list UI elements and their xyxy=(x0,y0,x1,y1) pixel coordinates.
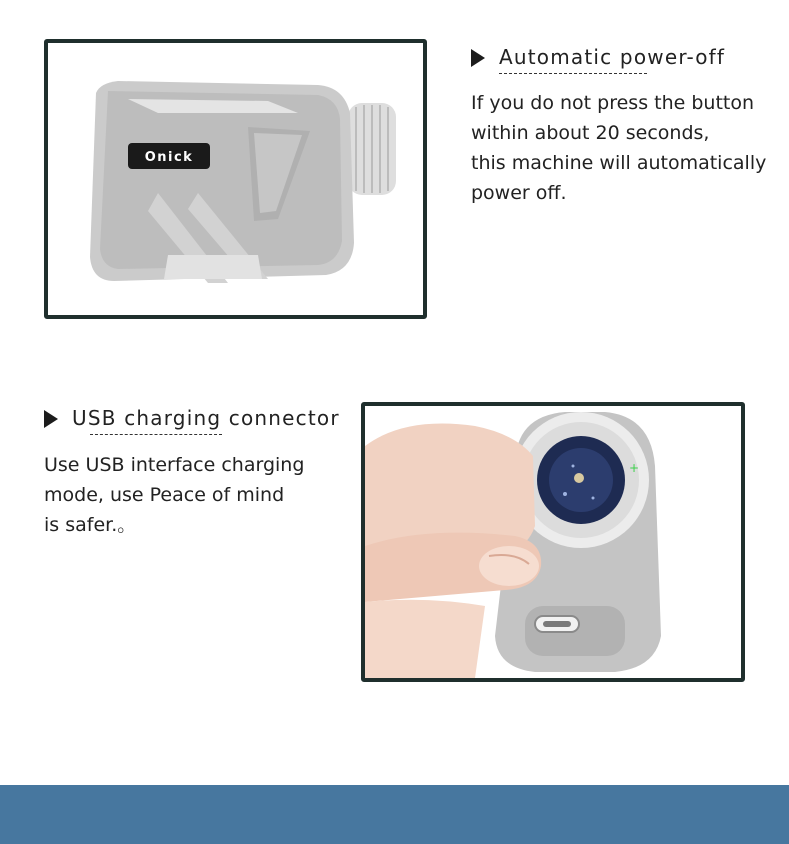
usb-port-photo xyxy=(361,402,745,682)
power-off-description: If you do not press the button within about 20 seconds, this machine will automatically power off. xyxy=(471,92,767,204)
hand-holding-rangefinder-illustration xyxy=(365,406,741,678)
brand-logo-text: Onick xyxy=(144,150,194,165)
rangefinder-side-illustration xyxy=(48,43,423,315)
rangefinder-side-photo xyxy=(44,39,427,319)
usb-description: Use USB interface charging mode, use Peace of mind is safer.。 xyxy=(44,454,305,536)
usb-title: USB charging connector xyxy=(72,406,340,430)
title-underline xyxy=(499,73,647,74)
power-off-title: Automatic power-off xyxy=(499,45,726,69)
usb-heading xyxy=(44,404,340,432)
triangle-bullet-icon xyxy=(471,49,485,67)
power-off-heading xyxy=(471,43,725,71)
title-underline xyxy=(90,434,222,435)
svg-text:+: + xyxy=(629,461,640,475)
triangle-bullet-icon xyxy=(44,410,58,428)
footer-band xyxy=(0,785,789,844)
